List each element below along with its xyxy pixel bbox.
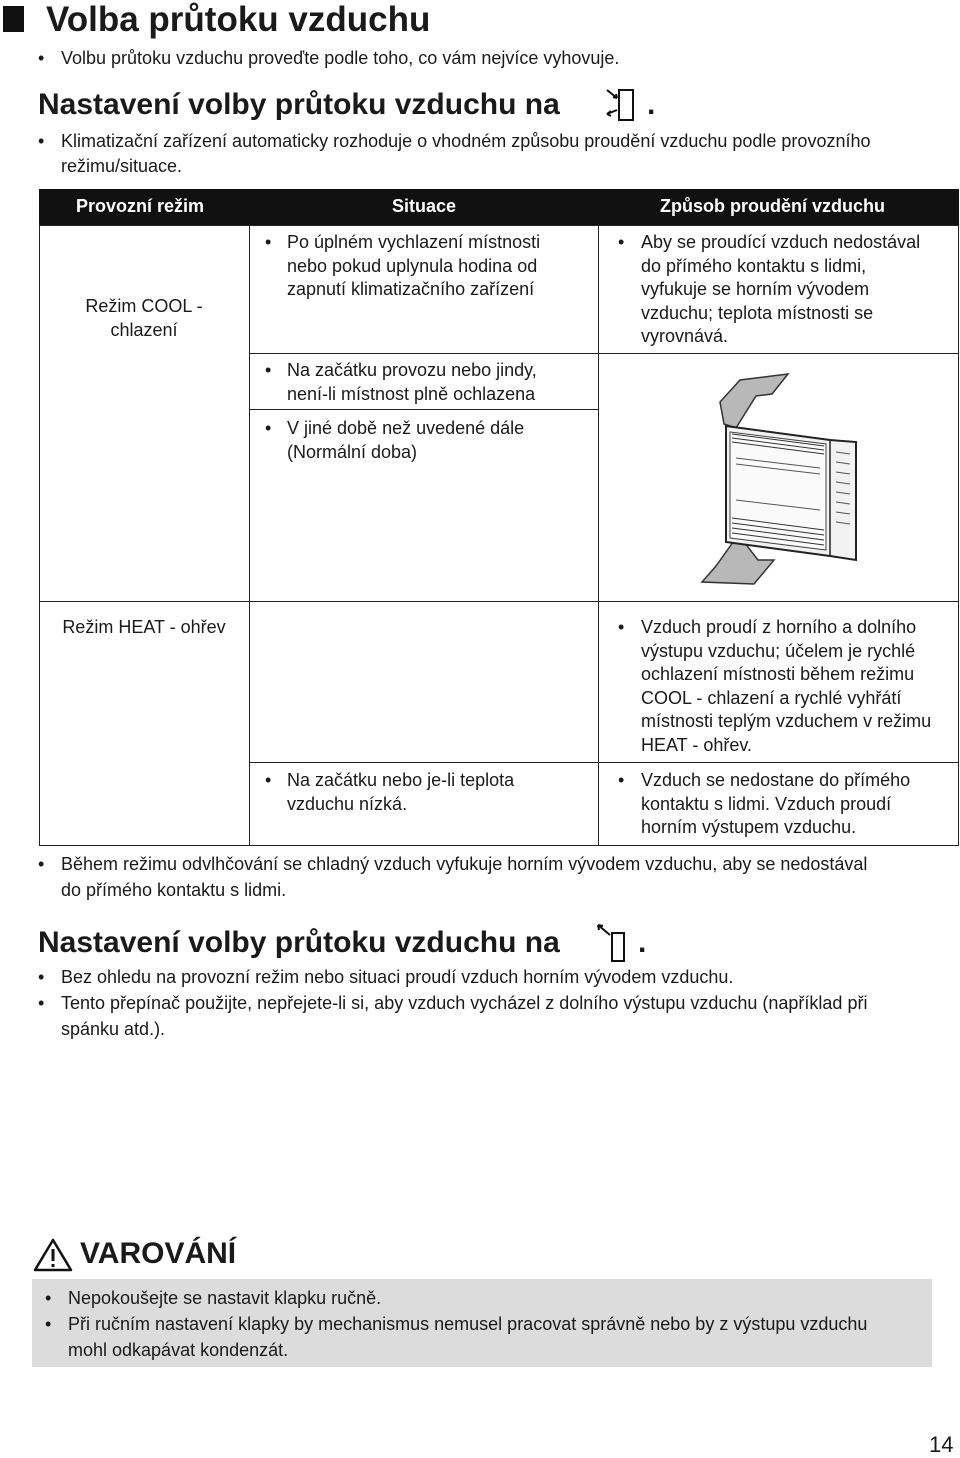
situation-1: • Po úplném vychlazení místnosti nebo pokud uplynula hodina od zapnutí klimatizačního zařízení [265, 232, 541, 299]
warning-triangle-icon [33, 1237, 73, 1273]
col-header-mode: Provozní režim [76, 196, 205, 216]
title-square-icon [3, 6, 24, 32]
col-header-airflow: Způsob proudění vzduchu [660, 196, 885, 216]
mode-heat: Režim HEAT - ohřev [62, 617, 226, 637]
col-header-situation: Situace [392, 196, 457, 216]
table-header [39, 189, 959, 225]
table-row-divider [249, 353, 959, 354]
section2-heading: Nastavení volby průtoku vzduchu na [38, 926, 560, 959]
table-divider [598, 225, 599, 846]
page-number: 14 [929, 1432, 954, 1457]
page-title: Volba průtoku vzduchu [46, 0, 431, 39]
situation-2: • Na začátku provozu nebo jindy, není-li místnost plně ochlazena [265, 360, 537, 404]
mode-cool: Režim COOL - chlazení [85, 296, 203, 340]
upper-airflow-icon [596, 921, 630, 963]
section2-heading-dot: . [638, 926, 647, 959]
airflow-1: • Aby se proudící vzduch nedostával do přímého kontaktu s lidmi, vyfukuje se horním vývodem vzduchu; teplota místnosti se vyrovnává. [618, 232, 921, 346]
table-divider [249, 225, 250, 846]
table-row-divider [249, 762, 959, 763]
situation-3: • V jiné době než uvedené dále (Normální doba) [265, 418, 525, 462]
airflow-3: • Vzduch se nedostane do přímého kontaktu s lidmi. Vzduch proudí horním výstupem vzduchu. [618, 770, 911, 837]
table-row-divider [39, 601, 959, 602]
section1-heading-dot: . [647, 88, 656, 121]
air-conditioner-illustration [680, 372, 880, 594]
warning-box: • Nepokoušejte se nastavit klapku ručně. • Při ručním nastavení klapky by mechanismus nemusel pracovat správně nebo by z výstupu vzduchu mohl odkapávat kondenzát. [32, 1279, 932, 1367]
swing-airflow-icon [604, 84, 638, 124]
situation-4: • Na začátku nebo je-li teplota vzduchu nízká. [265, 770, 515, 814]
warning-title: VAROVÁNÍ [80, 1237, 237, 1270]
section1-heading: Nastavení volby průtoku vzduchu na [38, 88, 560, 121]
airflow-2: • Vzduch proudí z horního a dolního výstupu vzduchu; účelem je rychlé ochlazení místnosti během režimu COOL - chlazení a rychlé vyhřátí místnosti teplým vzduchem v režimu HEAT - ohřev. [618, 617, 932, 755]
table-row-divider [249, 409, 598, 410]
